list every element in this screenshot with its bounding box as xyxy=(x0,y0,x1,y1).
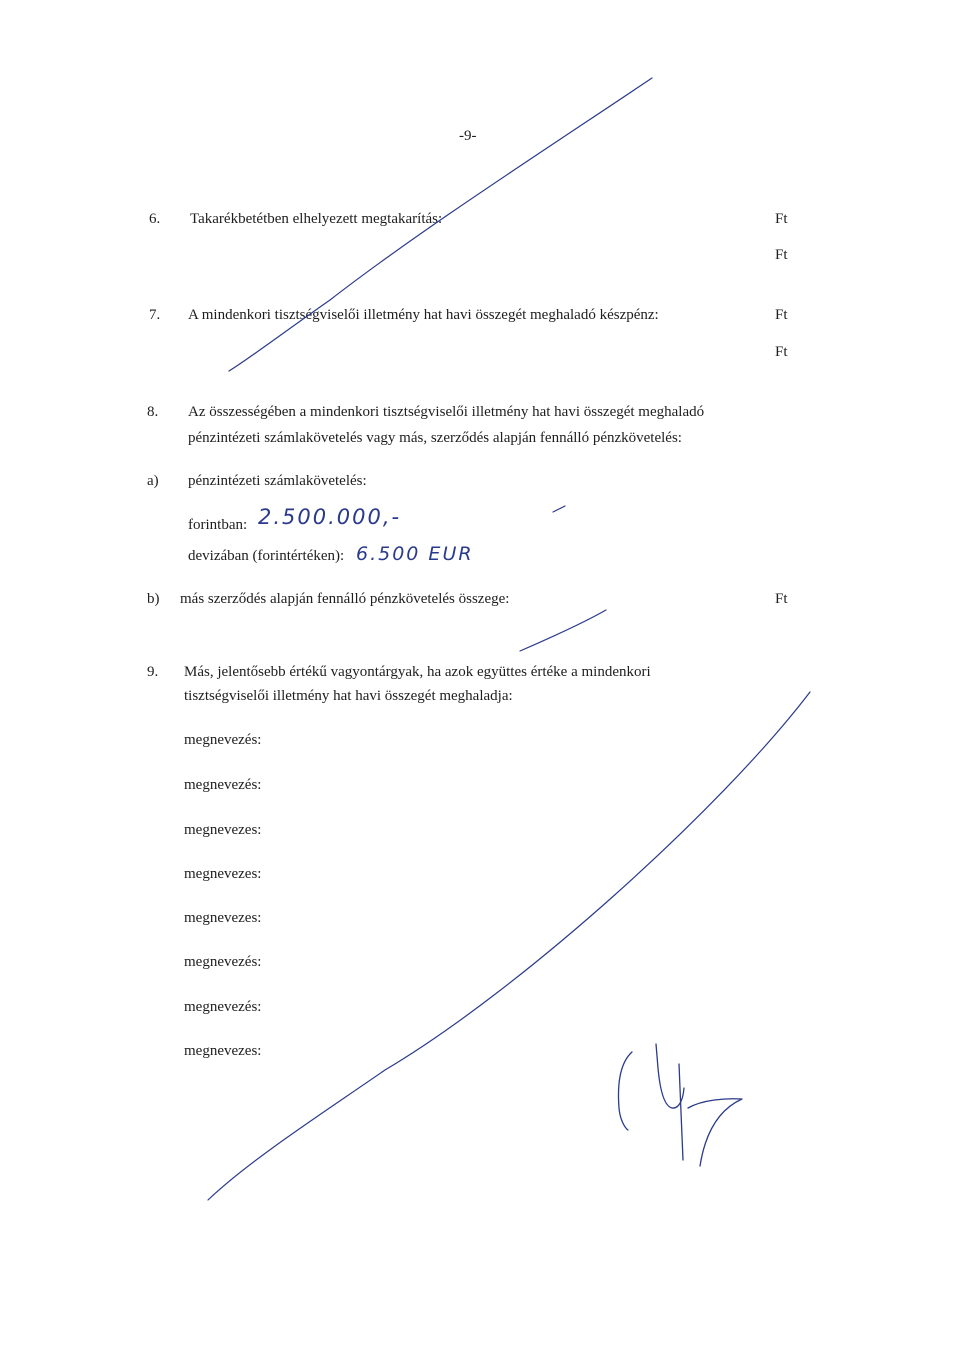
item-8-number: 8. xyxy=(147,404,159,420)
item-8b-text: más szerződés alapján fennálló pénzkövetelés összege: xyxy=(180,591,510,607)
strike-line-item-8b xyxy=(520,610,606,651)
asset-entry-label: megnevezes: xyxy=(184,910,262,926)
item-7-text: A mindenkori tisztségviselői illetmény hat havi összegét meghaladó készpénz: xyxy=(188,307,659,323)
forint-handwritten-value: 2.500.000,- xyxy=(258,505,402,529)
item-9-line-1: Más, jelentősebb értékű vagyontárgyak, ha azok együttes értéke a mindenkori xyxy=(184,664,651,680)
deviza-label: devizában (forintértéken): xyxy=(188,548,345,564)
asset-entry-label: megnevezés: xyxy=(184,732,262,748)
item-6-unit-1: Ft xyxy=(775,211,788,227)
asset-entry-label: megnevezes: xyxy=(184,866,262,882)
item-8-line-2: pénzintézeti számlakövetelés vagy más, szerződés alapján fennálló pénzkövetelés: xyxy=(188,430,682,446)
item-6-unit-2: Ft xyxy=(775,247,788,263)
page-number: -9- xyxy=(459,128,477,144)
forint-dash-mark xyxy=(553,506,565,512)
asset-entry-label: megnevezes: xyxy=(184,1043,262,1059)
item-6-text: Takarékbetétben elhelyezett megtakarítás: xyxy=(190,211,443,227)
signature xyxy=(619,1044,742,1166)
item-8-line-1: Az összességében a mindenkori tisztségviselői illetmény hat havi összegét meghaladó xyxy=(188,404,705,420)
asset-entry-label: megnevezés: xyxy=(184,954,262,970)
item-9-number: 9. xyxy=(147,664,159,680)
asset-entry-label: megnevezes: xyxy=(184,822,262,838)
item-7-number: 7. xyxy=(149,307,161,323)
item-7-unit-2: Ft xyxy=(775,344,788,360)
item-9-line-2: tisztségviselői illetmény hat havi összegét meghaladja: xyxy=(184,688,513,704)
item-6-number: 6. xyxy=(149,211,161,227)
item-8a-label: a) xyxy=(147,473,159,489)
strike-line-item-9 xyxy=(208,692,810,1200)
asset-entry-label: megnevezés: xyxy=(184,777,262,793)
forint-label: forintban: xyxy=(188,517,248,533)
asset-entry-label: megnevezés: xyxy=(184,999,262,1015)
item-8b-unit: Ft xyxy=(775,591,788,607)
item-8a-text: pénzintézeti számlakövetelés: xyxy=(188,473,367,489)
item-8b-label: b) xyxy=(147,591,160,607)
item-7-unit-1: Ft xyxy=(775,307,788,323)
deviza-handwritten-value: 6.500 EUR xyxy=(356,543,474,565)
